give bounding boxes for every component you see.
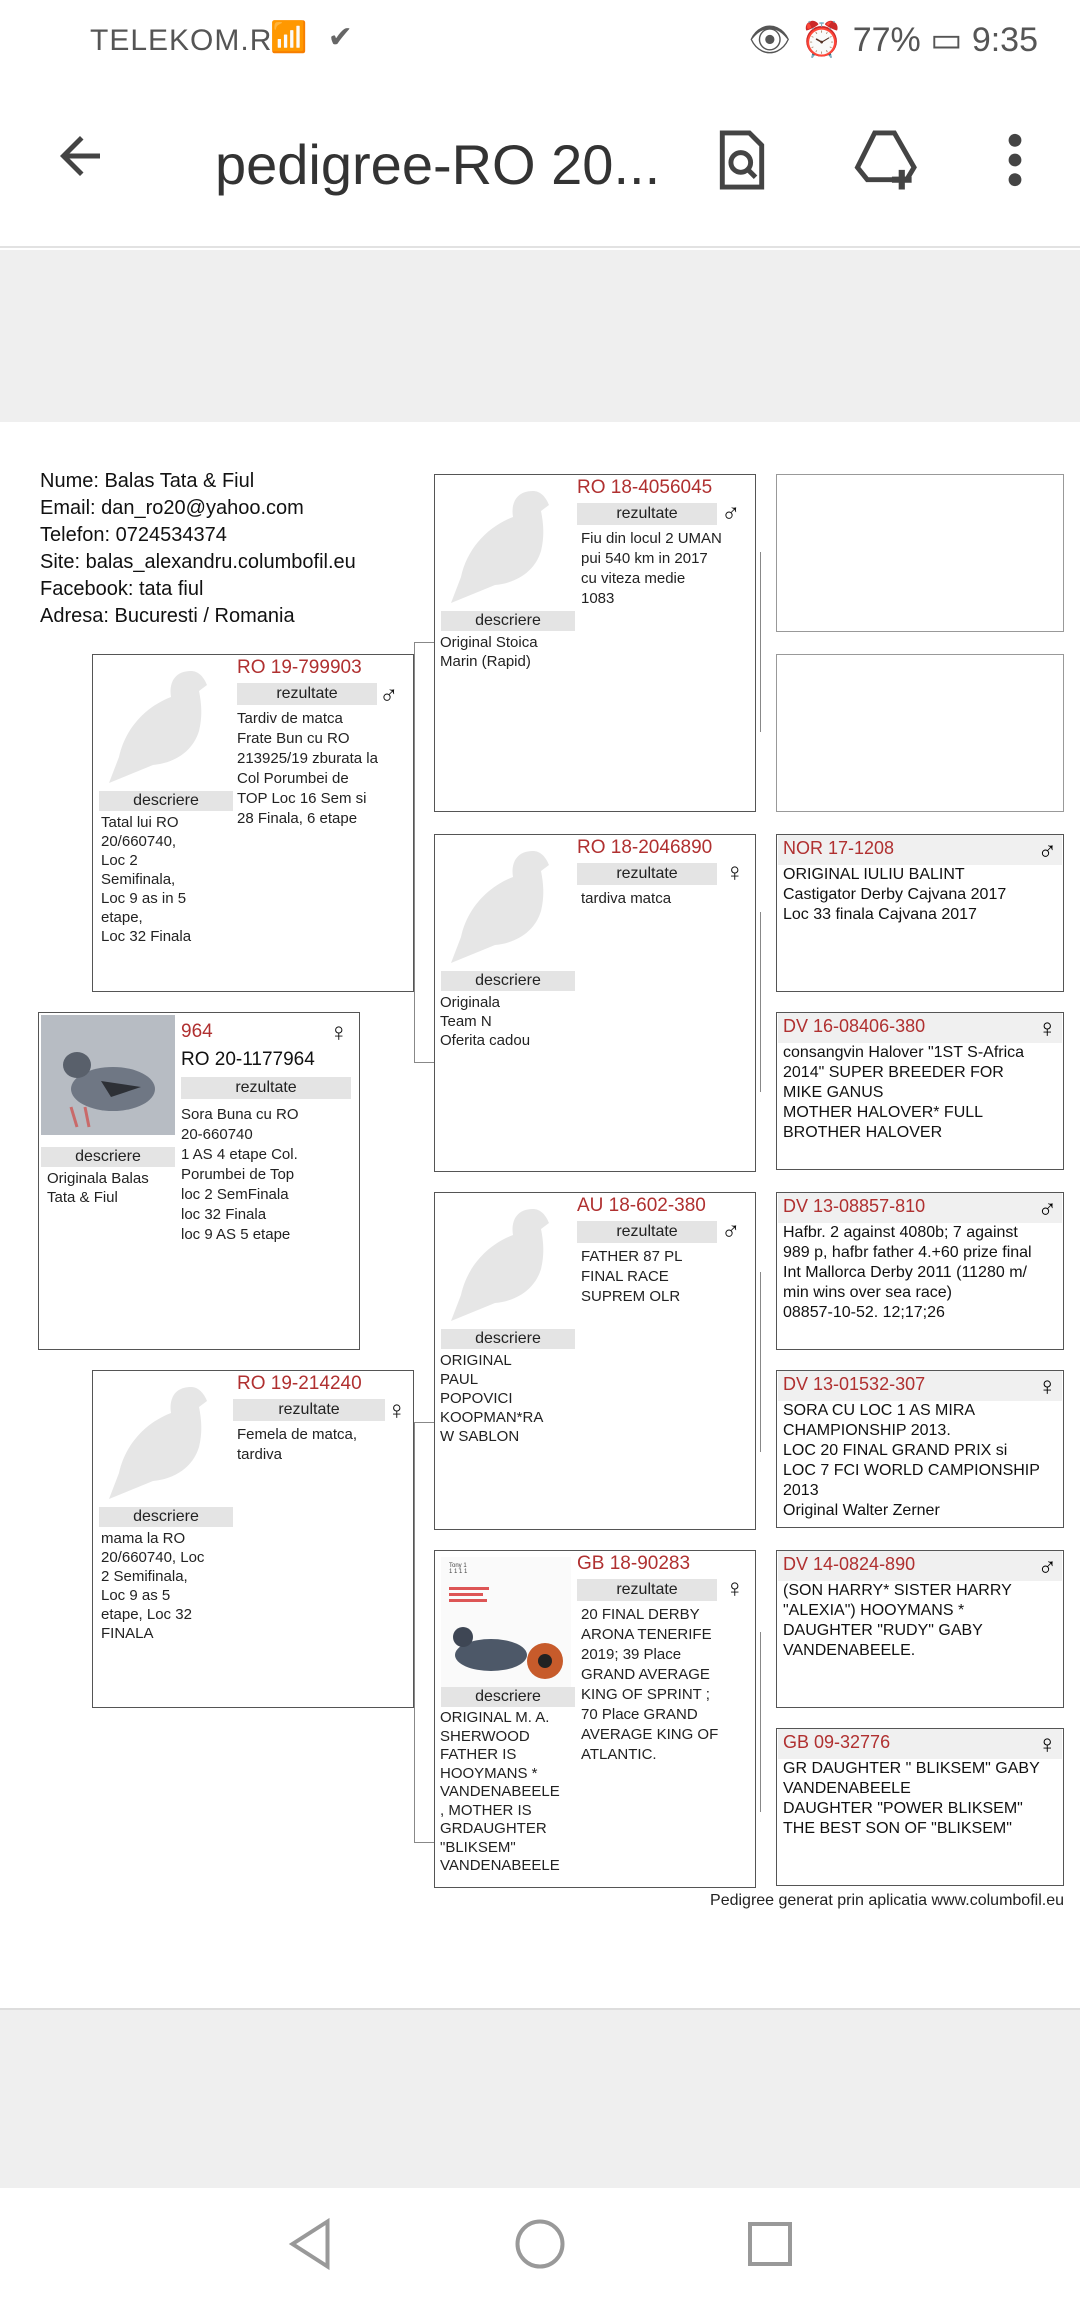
desc-line: Tardiv de matca [237,710,343,727]
origin-line: FINALA [101,1625,154,1642]
desc-line: ORIGINAL IULIU BALINT [783,866,965,883]
battery-icon: ▭ [930,21,963,59]
desc-line: CHAMPIONSHIP 2013. [783,1422,951,1439]
desc-line: 2013 [783,1482,819,1499]
gg-ring: DV 16-08406-380 [783,1016,926,1036]
desc-line: (SON HARRY* SISTER HARRY [783,1582,1012,1599]
clock: 9:35 [971,21,1038,59]
female-icon: ♀ [387,1395,407,1425]
connector-line [414,1422,434,1423]
desc-line: ARONA TENERIFE [581,1626,712,1643]
pigeon-photo [41,1015,175,1135]
desc-line: GR DAUGHTER " BLIKSEM" GABY [783,1760,1040,1777]
origin-line: Team N [440,1013,492,1030]
viewer-background-bottom [0,2008,1080,2188]
gg-description [783,1581,1057,1661]
male-icon: ♂ [379,679,399,709]
descriere-label: descriere [441,971,575,991]
descriere-label: descriere [41,1147,175,1167]
owner-name: Nume: Balas Tata & Fiul [40,470,255,492]
desc-line: VANDENABEELE [783,1780,911,1797]
connector-line [414,642,415,1062]
pigeon-silhouette-icon [99,661,233,791]
desc-line: TOP Loc 16 Sem si [237,790,367,807]
desc-line: cu viteza medie [581,570,686,587]
connector-line [760,552,761,732]
origin-line: KOOPMAN*RA [440,1409,544,1426]
find-in-document-icon[interactable] [712,128,772,205]
gg2-ring: RO 18-2046890 [577,837,713,858]
origin-line: VANDENABEELE [440,1857,560,1874]
origin-line: GRDAUGHTER [440,1820,547,1837]
female-icon: ♀ [329,1017,349,1047]
origin-line: Originala [440,994,501,1011]
origin-line: 2 Semifinala, [101,1568,188,1585]
female-icon: ♀ [1037,1729,1057,1759]
origin-line: ORIGINAL M. A. [440,1709,550,1726]
great-grandparent-empty-1[interactable] [776,474,1064,632]
father-origin [101,813,241,946]
descriere-label: descriere [441,1329,575,1349]
desc-line: loc 2 SemFinala [181,1186,289,1203]
subject-description [181,1105,357,1245]
gg4-description [581,1605,753,1765]
connector-line [414,1842,434,1843]
desc-line: MIKE GANUS [783,1084,884,1101]
gg-ring: DV 13-01532-307 [783,1374,926,1394]
grandparent-card-3[interactable] [434,1192,756,1530]
rezultate-button[interactable]: rezultate [577,863,717,885]
desc-line: Original Walter Zerner [783,1502,940,1519]
mother-origin [101,1529,241,1643]
female-icon: ♀ [1037,1013,1057,1043]
image-caption-line: 1 1 1 1 [449,1569,468,1575]
connector-line [414,642,434,643]
origin-line: "BLIKSEM" [440,1838,516,1856]
gg-description [783,1401,1057,1521]
origin-line: VANDENABEELE [440,1783,560,1800]
image-caption-line: Tony 1 [449,1563,467,1569]
descriere-label: descriere [99,1507,233,1527]
desc-line: FINAL RACE [581,1268,669,1285]
rezultate-button[interactable]: rezultate [577,503,717,525]
back-arrow-icon[interactable] [50,126,110,200]
origin-line: HOOYMANS * [440,1764,538,1782]
connector-line [414,1062,434,1063]
subject-name: 964 [181,1021,213,1042]
pigeon-silhouette-icon [441,841,575,971]
origin-line: etape, Loc 32 [101,1606,192,1623]
desc-line: tardiva matca [581,890,672,907]
origin-line: etape, [101,909,143,926]
great-grandparent-card-3[interactable] [776,1192,1064,1350]
app-bar [0,82,1080,248]
origin-line: Tata & Fiul [47,1189,118,1206]
image-caption [449,1563,467,1575]
gg3-origin [440,1351,580,1446]
desc-line: Sora Buna cu RO [181,1106,299,1123]
more-options-icon[interactable] [1000,128,1030,205]
gg-ring: GB 09-32776 [783,1732,891,1752]
nav-home-icon[interactable] [510,2214,570,2289]
pdf-page[interactable] [0,422,1080,2008]
subject-ring: RO 20-1177964 [181,1049,315,1070]
desc-line: loc 32 Finala [181,1206,267,1223]
great-grandparent-card-1[interactable] [776,834,1064,992]
rezultate-button[interactable]: rezultate [577,1221,717,1243]
mother-pigeon-card[interactable] [92,1370,414,1708]
origin-line: 20/660740, [101,833,177,850]
descriere-label: descriere [441,611,575,631]
desc-line: FATHER 87 PL [581,1248,683,1265]
descriere-label: descriere [99,791,233,811]
eye-icon: 👁 [748,21,792,59]
owner-info [40,468,356,630]
male-icon: ♂ [1037,1551,1057,1581]
origin-line: PAUL [440,1371,479,1388]
desc-line: Hafbr. 2 against 4080b; 7 against [783,1224,1018,1241]
owner-site: Site: balas_alexandru.columbofil.eu [40,551,356,573]
rezultate-button[interactable]: rezultate [237,683,377,705]
great-grandparent-card-2[interactable] [776,1012,1064,1170]
gg2-origin [440,993,580,1050]
descriere-label: descriere [441,1687,575,1707]
gg4-ring: GB 18-90283 [577,1553,691,1574]
father-description [237,709,413,829]
desc-line: Castigator Derby Cajvana 2017 [783,886,1007,903]
origin-line: Semifinala, [101,871,176,888]
gg-ring: DV 13-08857-810 [783,1196,926,1216]
desc-line: AVERAGE KING OF [581,1726,719,1743]
gg4-origin [440,1709,580,1876]
document-title: pedigree-RO 20... [215,133,661,196]
origin-line: Loc 9 as 5 [101,1587,171,1604]
status-right [748,20,1038,60]
system-nav-bar [0,2188,1080,2312]
male-icon: ♂ [1037,835,1057,865]
origin-line: , MOTHER IS [440,1801,532,1819]
pigeon-silhouette-icon [441,481,575,611]
gg1-origin [440,633,580,671]
gg3-description [581,1247,753,1307]
origin-line: Loc 32 Finala [101,928,192,945]
rezultate-button[interactable]: rezultate [233,1399,385,1421]
desc-line: pui 540 km in 2017 [581,550,708,567]
desc-line: KING OF SPRINT ; [581,1686,710,1703]
desc-line: 1083 [581,590,615,607]
owner-facebook: Facebook: tata fiul [40,578,204,600]
desc-line: consangvin Halover "1ST S-Africa [783,1044,1025,1061]
gg1-ring: RO 18-4056045 [577,477,713,498]
origin-line: ORIGINAL [440,1352,512,1369]
desc-line: 20 FINAL DERBY [581,1606,700,1623]
rezultate-button[interactable]: rezultate [577,1579,717,1601]
desc-line: Frate Bun cu RO [237,730,350,747]
pedigree-footer: Pedigree generat prin aplicatia www.columbofil.eu [710,1892,1064,1909]
father-ring: RO 19-799903 [237,657,362,678]
desc-line: SORA CU LOC 1 AS MIRA [783,1402,976,1419]
signal-wifi-icons: 📶 ✔ [270,21,359,54]
desc-line: 28 Finala, 6 etape [237,810,358,827]
origin-line: Oferita cadou [440,1032,531,1049]
female-icon: ♀ [725,1573,745,1603]
connector-line [760,1272,761,1452]
owner-address: Adresa: Bucuresti / Romania [40,605,295,627]
grandparent-card-2[interactable] [434,834,756,1172]
desc-line: LOC 7 FCI WORLD CAMPIONSHIP [783,1462,1040,1479]
female-icon: ♀ [725,857,745,887]
desc-line: ATLANTIC. [581,1746,657,1763]
battery-percent: 77% [852,21,921,59]
great-grandparent-empty-2[interactable] [776,654,1064,812]
gg1-description [581,529,753,609]
pigeon-silhouette-icon [99,1377,233,1507]
desc-line: THE BEST SON OF "BLIKSEM" [783,1820,1012,1837]
desc-line: Col Porumbei de [237,770,349,787]
pigeon-silhouette-icon [441,1199,575,1329]
gg-ring: DV 14-0824-890 [783,1554,916,1574]
rezultate-button[interactable]: rezultate [181,1077,351,1099]
male-icon: ♂ [1037,1193,1057,1223]
desc-line: 989 p, hafbr father 4.+60 prize final [783,1244,1032,1261]
origin-line: SHERWOOD [440,1727,530,1745]
desc-line: "ALEXIA") HOOYMANS * [783,1602,965,1619]
desc-line: VANDENABEELE. [783,1642,916,1659]
desc-line: SUPREM OLR [581,1288,681,1305]
desc-line: min wins over sea race) [783,1284,952,1301]
great-grandparent-card-5[interactable] [776,1550,1064,1708]
desc-line: 70 Place GRAND [581,1706,698,1723]
origin-line: Loc 9 as in 5 [101,890,187,907]
alarm-icon: ⏰ [800,21,844,59]
connector-line [760,1632,761,1812]
desc-line: Porumbei de Top [181,1166,295,1183]
origin-line: Marin (Rapid) [440,653,531,670]
desc-line: GRAND AVERAGE [581,1666,710,1683]
mother-ring: RO 19-214240 [237,1373,362,1394]
male-icon: ♂ [721,1215,741,1245]
viewer-background-top [0,250,1080,422]
desc-line: tardiva [237,1446,283,1463]
carrier-name: TELEKOM.RO [90,24,297,57]
origin-line: mama la RO [101,1530,186,1547]
mother-description [237,1425,413,1465]
desc-line: MOTHER HALOVER* FULL [783,1104,984,1121]
desc-line: 2019; 39 Place [581,1646,682,1663]
desc-line: 1 AS 4 etape Col. [181,1146,298,1163]
gg-ring: NOR 17-1208 [783,838,895,858]
gg-description [783,1223,1057,1323]
female-icon: ♀ [1037,1371,1057,1401]
origin-line: 20/660740, Loc [101,1549,205,1566]
origin-line: POPOVICI [440,1390,513,1407]
origin-line: Original Stoica [440,634,538,651]
desc-line: DAUGHTER "RUDY" GABY [783,1622,983,1639]
great-grandparent-card-6[interactable] [776,1728,1064,1886]
desc-line: loc 9 AS 5 etape [181,1226,291,1243]
gg-description [783,1759,1057,1839]
gg3-ring: AU 18-602-380 [577,1195,706,1216]
connector-line [760,912,761,1092]
desc-line: 08857-10-52. 12;17;26 [783,1304,945,1321]
male-icon: ♂ [721,497,741,527]
status-bar [0,0,1080,82]
desc-line: Int Mallorca Derby 2011 (11280 m/ [783,1264,1027,1281]
subject-origin [47,1169,177,1207]
desc-line: 213925/19 zburata la [237,750,378,767]
grandparent-card-4[interactable] [434,1550,756,1888]
desc-line: Fiu din locul 2 UMAN [581,530,722,547]
origin-line: W SABLON [440,1428,520,1445]
nav-back-icon[interactable] [280,2214,340,2289]
desc-line: BROTHER HALOVER [783,1124,943,1141]
gg-description [783,865,1057,925]
desc-line: Femela de matca, [237,1426,358,1443]
desc-line: 2014" SUPER BREEDER FOR [783,1064,1004,1081]
origin-line: Originala Balas [47,1170,149,1187]
father-pigeon-card[interactable] [92,654,414,992]
desc-line: DAUGHTER "POWER BLIKSEM" [783,1800,1023,1817]
owner-phone: Telefon: 0724534374 [40,524,227,546]
add-to-drive-icon[interactable] [852,128,922,205]
gg-description [783,1043,1057,1143]
great-grandparent-card-4[interactable] [776,1370,1064,1528]
gg2-description [581,889,753,909]
pedigree-card-image [441,1557,571,1687]
nav-recents-icon[interactable] [740,2214,800,2289]
origin-line: Tatal lui RO [101,814,179,831]
grandparent-card-1[interactable] [434,474,756,812]
subject-pigeon-card[interactable] [38,1012,360,1350]
connector-line [414,1422,415,1842]
origin-line: Loc 2 [101,852,138,869]
origin-line: FATHER IS [440,1746,517,1763]
owner-email: Email: dan_ro20@yahoo.com [40,497,304,519]
desc-line: LOC 20 FINAL GRAND PRIX si [783,1442,1008,1459]
desc-line: Loc 33 finala Cajvana 2017 [783,906,977,923]
desc-line: 20-660740 [181,1126,253,1143]
